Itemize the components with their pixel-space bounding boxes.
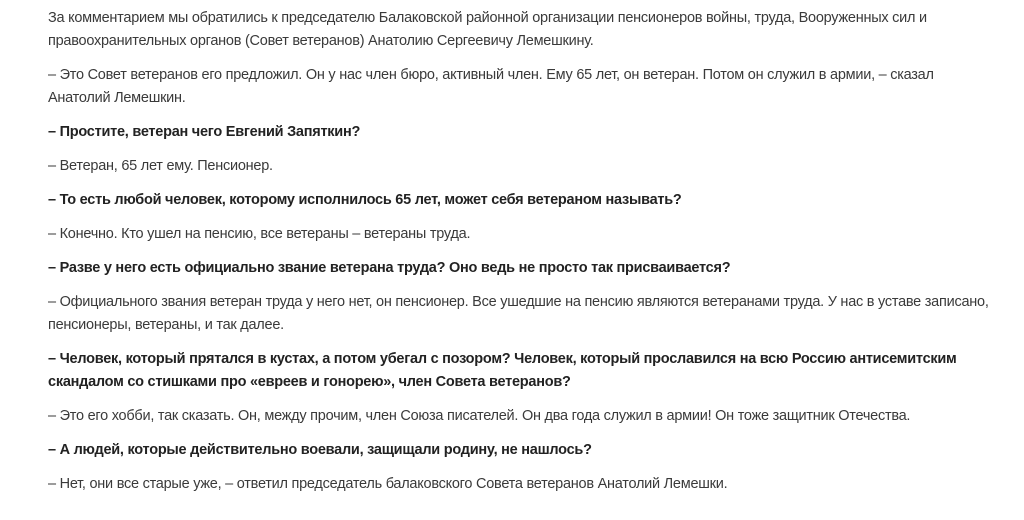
paragraph-question: – А людей, которые действительно воевали, защищали родину, не нашлось? <box>48 442 592 458</box>
paragraph-answer: – Это его хобби, так сказать. Он, между прочим, член Союза писателей. Он два года служил в армии! Он тоже защитник Отечества. <box>48 408 911 424</box>
paragraph-answer: – Нет, они все старые уже, – ответил председатель балаковского Совета ветеранов Анатолий Лемешки. <box>48 476 728 492</box>
paragraph-answer: – Ветеран, 65 лет ему. Пенсионер. <box>48 158 273 174</box>
paragraph-question: – Человек, который прятался в кустах, а потом убегал с позором? Человек, который прославился на всю Россию антисемитским скандалом со стишками про «евреев и гонорею», член Совета ветеранов? <box>48 351 957 390</box>
paragraph-question: – То есть любой человек, которому исполнилось 65 лет, может себя ветераном называть? <box>48 192 682 208</box>
paragraph-question: – Простите, ветеран чего Евгений Запяткин? <box>48 124 361 140</box>
paragraph-answer: – Конечно. Кто ушел на пенсию, все ветераны – ветераны труда. <box>48 226 471 242</box>
paragraph-answer: – Это Совет ветеранов его предложил. Он у нас член бюро, активный член. Ему 65 лет, он ветеран. Потом он служил в армии, – сказал Анатолий Лемешкин. <box>48 67 934 106</box>
paragraph-intro: За комментарием мы обратились к председателю Балаковской районной организации пенсионеров войны, труда, Вооруженных сил и правоохранительных органов (Совет ветеранов) Анатолию Сергеевичу Лемешкину. <box>48 10 927 49</box>
paragraph-answer: – Официального звания ветеран труда у него нет, он пенсионер. Все ушедшие на пенсию являются ветеранами труда. У нас в уставе записано, пенсионеры, ветераны, и так далее. <box>48 294 989 333</box>
paragraph-question: – Разве у него есть официально звание ветерана труда? Оно ведь не просто так присваивается? <box>48 260 731 276</box>
article-body <box>48 7 993 507</box>
